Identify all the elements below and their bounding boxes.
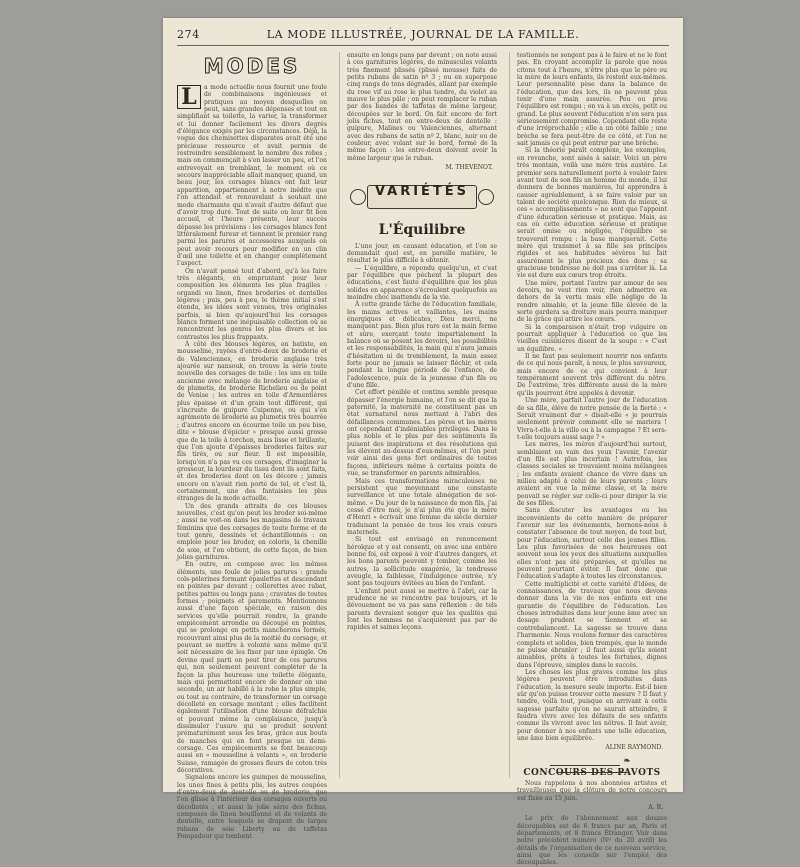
column-varietes (347, 52, 497, 632)
section-ornament (517, 754, 667, 767)
modes-paragraph: À côté des blouses légères, en batiste, en mousseline, rayées d'entre-deux de broderie et de Valenciennes, en broderie anglaise très ajourée sur nansouk, on trouve la série toute nouvelle des corsages de toile : les uns en toile ancienne avec mélange de broderie anglaise et de plumetis, de broderie Richelieu ou de point de Venise ; les autres en toile d'Armentières plus épaisse et d'un grain tout différent, qui s'incruste de guipure Cuipenne, ou qui s'en agrémente de broderie au plumetis très bourrée ; d'autres encore en écourme toile un peu bise, dite « blouse d'épicier » presque aussi grosse que de la toile à torchon, mais lisse et brillante, que l'on ajoute d'épaisses broderies faites sur fils tirés, ou sur fleur. Il est impossible, lorsqu'on n'a pas vu ces corsages, d'imaginer la grosseur, la lourdeur du tissu dont ils sont faits, et des broderies dont on les décore ; jamais encore on n'avait rien porté de tel, et c'est là, certainement, une des fantaisies les plus étranges de la mode actuelle. (177, 341, 327, 503)
ornament-flourish: ❧ (623, 754, 631, 765)
varietes-paragraph: Mais ces transformations miraculeuses ne persistent que moyennant une constante surveillance et une totale abnégation de soi-même. « Du jour de la naissance de mon fils, j'ai cessé d'être moi, je n'ai plus été que la mère d'Henri » écrivait une femme du siècle dernier traduisant la pensée de tous les vrais cœurs maternels. (347, 477, 497, 536)
article-title: L'Équilibre (378, 221, 466, 238)
varietes-paragraph: Si tout est envisagé en renoncement héroïque et y est consenti, on avec une entière bonne foi, est exposé à voir d'autres dangers, et les bons parents peuvent y tomber, comme les autres, la sollicitude exagérée, la tendresse aveugle, la faiblesse, l'indulgence outrée, n'y sont pas toujours évitées au bien de l'enfant. (347, 536, 497, 588)
varietes-paragraph: Une mère, portant l'autre par amour de ses devoirs, ne veut rien voir, rien admettre en dehors de la vertu mais elle néglige de la rendre aimable, et la jeune fille élevée de la sorte gardera sa droiture mais pourra manquer de la grâce qui attire les cœurs. (517, 279, 667, 324)
journal-title: LA MODE ILLUSTRÉE, JOURNAL DE LA FAMILLE. (266, 28, 580, 41)
ornament-rule (557, 772, 627, 773)
varietes-paragraph: Si la comparaison n'était trop vulgaire on pourrait appliquer à l'éducation ce que les vieilles cuisinières disent de la soupe : « C'est un équilibre. » (517, 323, 667, 353)
column-divider (509, 52, 510, 778)
modes-paragraph: a mode actuelle nous fournit une foule de combinaisons ingénieuses et pratiques au moyen desquelles on peut, sans grandes dépenses et tout en simplifiant sa toilette, la varier, la transformer et lui donner facilement les divers degrés d'élégance exigés par les circonstances. Déjà, la vogue des chemisettes disparates avait été une précieuse ressource et avait permis de restreindre sensiblement le nombre des robes ; mais on commençait à s'en lasser un peu, et l'on entrevoyait en tremblant, le moment où ce secours inappréciable allait manquer, quand, un beau jour, les corsages blancs ont fait leur apparition, appartiennent à notre inédite que l'on attendait et renouvelant à souhait une mode charmante qui n'avait d'autre défaut que d'avoir trop duré. Tout de suite on leur fit bon accueil, et l'heure présente, leur succès dépasse les prévisions : les corsages blancs font littéralement fureur et tiennent le premier rang parmi les parures et accessoires auxquels on peut avoir recours pour modifier en un clin d'œil une toilette et en changer complètement l'aspect. (177, 84, 327, 268)
drop-cap: L (177, 85, 201, 109)
column-concours (517, 52, 667, 867)
varietes-paragraph: Cette multiplicité et cette variété d'idées, de connaissances, de travaux que nous devons donner dans la vie de nos enfants est une garantie de l'équilibre de l'éducation. Les choses introduites dans leur jeune âme avec un dosage prudent se tiennent et se contrebalancent. La sagesse se trouve dans l'harmonie. Nous voulons former des caractères complets et solides, bien trempés, que le monde ne puisse ébranler ; il faut aussi qu'ils soient aimables, prêts à toutes les fortunes, dignes dans l'épreuve, simples dans le succès. (517, 580, 667, 669)
varietes-banner (347, 176, 497, 218)
varietes-heading: VARIÉTÉS (374, 183, 470, 199)
modes-signature: M. THEVENOT. (445, 164, 493, 172)
modes-heading: MODES (203, 54, 301, 78)
column-divider (339, 52, 340, 778)
varietes-signature: ALINE RAYMOND. (605, 744, 663, 752)
modes-paragraph: Signalons encore les guimpes de mousseline, les unes fines à petits plis, les autres coupées d'entre-deux de dentelle ou de broderie, que l'on glisse à l'intérieur des corsages ouverts ou décolletés ; et aussi la jolie série des fichus, composés de linon bouillonné et de volants de dentelle, entre lesquels se drapent de larges rubans de soie Liberty ou de taffetas Pompadour qui tombent (177, 774, 327, 841)
varietes-paragraph: L'une jour, en causant éducation, et l'on se demandait quel est, en pareille matière, le résultat le plus difficile à obtenir. (347, 242, 497, 265)
magazine-page (163, 18, 683, 867)
varietes-paragraph: Cet effort pénible et continu semble presque dépasser l'énergie humaine, et l'on se dit que la paternité, la maternité ne constituent pas un état surnaturel nous mettant à l'abri des défaillances communes. Les pères et les mères ont cependant d'indéniables privilèges. Dans le plus noble et le plus pur des sentiments ils puisent des inspirations et des résolutions qui les élèvent au-dessus d'eux-mêmes, et l'on peut voir ainsi des gens fort ordinaires de toutes façons, inférieurs même à certains points de vue, se transformer en parents admirables. (347, 389, 497, 478)
varietes-paragraph: Il ne faut pas seulement nourrir nos enfants de ce qui nous paraît, à nous, le plus savoureux, mais encore de ce qui convient à leur tempérament souvent très différent du nôtre. De l'extrême, très différente aussi de la mère qu'ils pourront être appelés à devenir. (517, 353, 667, 397)
varietes-paragraph: Une mère, parfait l'autre jour de l'éducation de sa fille, élève de notre pensée de la fierté : « Serait vraiment dur » disait-elle « je pourrais seulement prévoir comment elle se mariera ! Vivra-t-elle à la ville ou à la campagne ? Et sera-t-elle toujours aussi sage ? » (517, 397, 667, 441)
varietes-paragraph: testionnés ne songent pas à le faire et ne le font pas. En croyant accomplir la parole que nous citons tout à l'heure, n'être plus que le père ou la mère de leurs enfants, ils restent eux-mêmes. Leur personnalité pèse dans la balance de l'éducation, que des lors, ils ne peuvent plus tenir d'une main assurée. Peu ou prou l'équilibre est rompu ; on va à un excès, petit ou grand. Le plus souvent l'éducation n'en sera pas sérieusement compromise. Cependant elle reste d'une irréprochable ; elle a un côté faible ; une brèche se fera peut-être de ce côté, et l'on ne sait jamais ce qui peut entrer par une brèche. (517, 52, 667, 148)
varietes-paragraph: Les mères, les mères d'aujourd'hui surtout, semblaient en vain des yeux l'avenir, l'avenir d'un fils est plus incertain ! Autrefois, les classes sociales se trouvaient moins mélangées ; les enfants avaient chance de vivre dans un milieu adapté à celui de leurs parents ; leurs avaient en vue la même classe, et la mère pouvait se régler sur celle-ci pour diriger la vie de ses filles. (517, 441, 667, 507)
modes-paragraph: On n'avait pensé tout d'abord, qu'à les faire très élégants, en empruntant pour leur composition les éléments les plus fragiles : organdi ou linon, fines broderies et dentelles légères ; puis, peu à peu, le thème initial s'est étendu, les idées sont venues, très originales parfois, si bien qu'aujourd'hui les corsages blancs forment une inépuisable collection où se rencontrent les genres les plus divers et les contrastes les plus frappants. (177, 267, 327, 341)
ornament-rule (550, 765, 620, 766)
concours-paragraph: Nous rappelons à nos abonnées artistes et travailleuses que la clôture de notre concours est fixée au 15 juin. (517, 780, 667, 802)
modes-paragraph: En outre, on compose avec les mêmes éléments, une foule de jolies parures : grands cols-pèlerines formant épaulettes et descendant en pointes par devant ; collerettes avec rabat, petites pattes ou longs pans ; cravates de toutes formes ; poignets et parements. Mentionnons aussi d'une façon spéciale, en raison des services qu'elle pourrait rendre, la grande empiècement arrondie ou découpé en pointes, qui se prolonge en petits mancherons fermés, recouvrant ainsi plus de la moitié du corsage, et pouvant se mettre à volonté sans même qu'il soit nécessaire de les fixer par une épingle. On devine quel parti on peut tirer de ces parures qui, non seulement peuvent compléter de la façon la plus heureuse une toilette élégante, mais qui permettent encore de donner on une seconde, un air habillé à la robe la plus simple, ou tout au contraire, de transformer un corsage décolleté en corsage montant ; elles facilitent également l'utilisation d'une blouse défraîchie et pouvant même la complaisance, jusqu'à dissimuler l'usure qui se produit souvent prématurément sous les bras, grâce aux bouts de manches qui en font presque un demi-corsage. Ces empiècements se font beaucoup aussi en « mousseline à volants », en broderie Suisse, ramagée de grosses fleurs de coton très décoratives. (177, 561, 327, 774)
header-rule (177, 45, 669, 46)
page-number: 274 (177, 28, 200, 41)
varietes-paragraph: Les choses les plus graves comme les plus légères peuvent être introduites dans l'éducation, la mesure seule importe. Est-il bien sûr qu'on puisse trouver cette mesure ? Il faut y tendre, voilà tout, puisque en arrivant à cette sagesse parfaite qu'on ne saurait atteindre, il faudra vivre avec les défauts de ses enfants comme ils vivront avec les nôtres. Il faut avoir, pour donner à nos enfants une telle éducation, une âme bien équilibrée. (517, 668, 667, 742)
modes-paragraph: Un des grands attraits de ces blouses nouvelles, c'est qu'on peut les broder soi-même ; aussi ne voit-on dans les magasins de travaux féminins que des corsages de toute forme et de tout genre, dessinés et échantillonnés : on emploie pour les broder, en coloris, la chenille de soie, et l'on obtient, de cette façon, de bien jolies garnitures. (177, 502, 327, 561)
varietes-paragraph: Sans discuter les avantages ou les inconvénients de cette manière de préparer l'avenir sur les événements, bornons-nous à constater l'absence de tout moyen, de tout but, pour l'éducation, surtout celle des jeunes filles. Les plus favorisées de nos heureuses ont souvent sous les yeux des situations auxquelles elles n'ont pas été préparées, et qu'elles ne peuvent pourtant éviter. Il faut donc que l'éducation s'adapte à toutes les circonstances. (517, 507, 667, 581)
varietes-paragraph: Si la théorie paraît complexe, les exemples, en revanche, sont aisés à saisir. Voici un père très montain, voilà une mère très austère. Le premier sera naturellement porté à vouloir faire avant tout de son fils un homme du monde, il lui donnera de bonnes manières, lui apprendra à causer agréablement, à se faire valoir par un talent de société quelconque. Rien de mieux, si ces « accomplissements » ne sont que l'appoint d'une éducation sérieuse et pratique. Mais, au cas où cette éducation sérieuse et pratique serait omise ou négligée, l'équilibre se trouverait rompu : la base manquerait. Cette mère qui transmet à sa fille ses principes rigides et ses habitudes sévères lui fait assurément le plus précieux des dons ; sa gracieuse tendresse ne doit pas s'arrêter là. La vie est dure aux cœurs trop étroits. (517, 147, 667, 280)
column-modes (177, 52, 327, 840)
varietes-paragraph: — L'équilibre, a répondu quelqu'un, et c'est par l'équilibre que pèchent la plupart des éducations, c'est faute d'équilibre que les plus solides en apparence s'écroulent quelquefois au moindre choc inattendu de la vie. (347, 264, 497, 301)
concours-heading: CONCOURS DES PAVOTS (523, 767, 661, 778)
varietes-paragraph: À cette grande tâche de l'éducation familiale, les mains actives et vaillantes, les mains énergiques et délicates, Dieu merci, ne manquent pas. Bien plus rare est la main ferme et sûre, exerçant toute impartialement la balance où se posent les devoirs, les possibilités et les responsabilités, la main qui n'aura jamais d'hésitation ni de tremblement, la main assez forte pour ne jamais se laisser fléchir, et cela pendant la longue période de l'enfance, de l'adolescence, puis de la jeunesse d'un fils ou d'une fille. (347, 301, 497, 390)
varietes-paragraph: L'enfant peut aussi se mettre à l'abri, car la prudence ne se rencontre pas toujours, et le dévouement ne va pas sans réflexion : de tels parents devraient songer que les qualités qui font les hommes ne s'acquièrent pas par de rapides et saines leçons. (347, 587, 497, 632)
modes-paragraph: ensuite en longs pans par devant ; on note aussi à ces garnitures légères, de minuscules volants très finement plissés (plissé mousse) faits de petits rubans de satin nº 3 ; ou en superpose cinq rangs de tons dégradés, allant par exemple du rose vif au rose le plus tendre, du violet au mauve le plus pâle ; on peut remplacer le ruban par des bandes de taffetas de même largeur, découpées sur le bord. On fait encore de fort jolis fichus, tout en entre-deux de dentelle : guipure, Malines ou Valenciennes, alternant avec des rubans de satin nº 2, blanc, noir ou de couleur, avec volant sur le bord, formé de la même façon : les entre-deux doivent avoir la même largeur que le ruban. (347, 52, 497, 162)
concours-signature: A. R. (648, 804, 663, 812)
page-header (177, 28, 669, 46)
concours-paragraph: Le prix de l'abonnement aux douzes découpables est de 6 francs par an, Paris et départements, et 8 francs Étranger. Voir dans notre précédent numéro (Nº du 20 avril) les détails de l'organisation de ce nouveau service, ainsi que les conseils sur l'emploi des découpables. (517, 815, 667, 867)
